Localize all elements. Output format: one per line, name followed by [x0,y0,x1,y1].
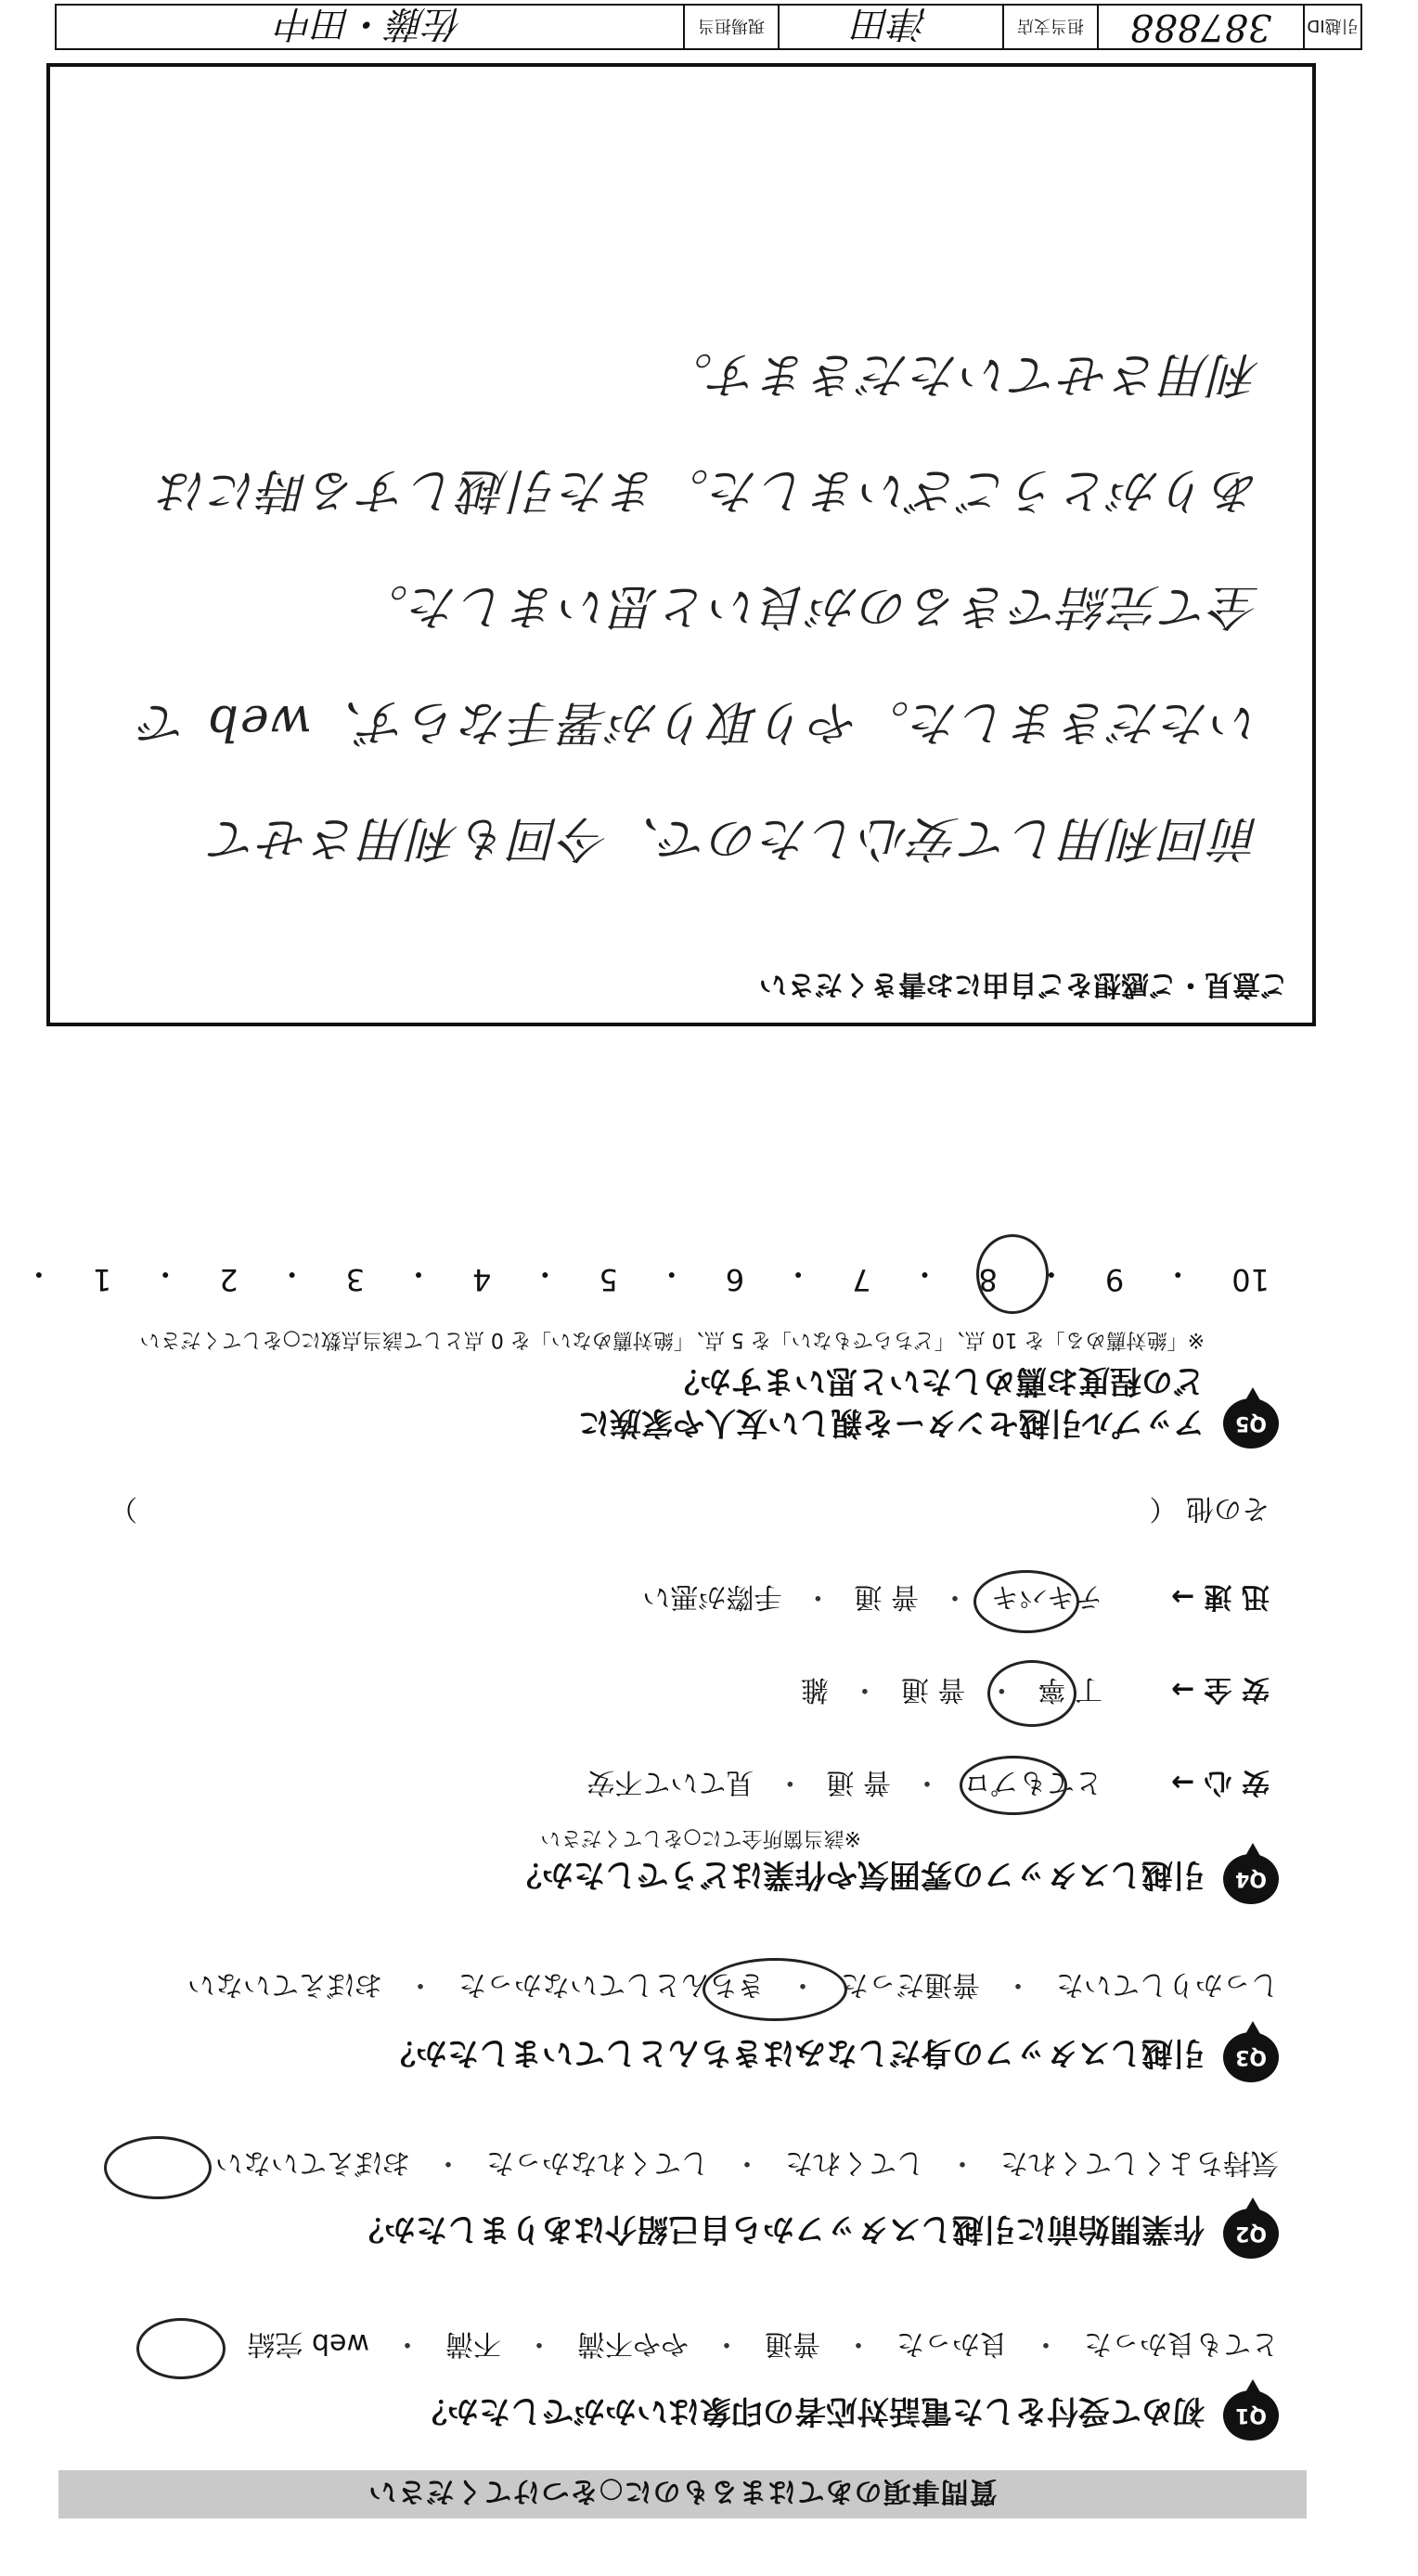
comment-line-1: 前回利用して安心したので、今回も利用させて [209,810,1260,866]
q4-other-close-paren: ） [110,1492,137,1525]
q5-score-10[interactable]: 10 [1231,1262,1270,1297]
q2-option-2[interactable]: してくれた [785,2146,924,2179]
q1-option-2[interactable]: 良かった [896,2327,1008,2360]
comment-box[interactable] [46,63,1316,1026]
branch-value: 津田 [778,6,1002,48]
q4-row3-option-1[interactable]: テキパキ [990,1580,1102,1613]
staff-label: 現場担当 [683,6,778,48]
q4-other-label: その他 （ [1149,1492,1270,1525]
q5-score-7[interactable]: 7 [852,1262,871,1297]
q5-score-5[interactable]: 5 [599,1262,618,1297]
q4-row1-option-1[interactable]: とてもプロ [962,1766,1102,1798]
q1-badge: Q1 [1223,2390,1279,2441]
q5-score-8[interactable]: 8 [978,1262,998,1297]
q5-score-4[interactable]: 4 [472,1262,492,1297]
q3-option-3[interactable]: きちんとしていなかった [458,1968,765,2001]
q3-options: しっかりしていた ・ 普通だった ・ きちんとしていなかった ・ おぼえていない [187,1967,1279,2008]
q1-option-1[interactable]: とても良かった [1084,2327,1279,2360]
comment-line-5: 利用させていただきます。 [663,346,1260,402]
q4-row3-option-3[interactable]: 手際が悪い [642,1580,782,1613]
q2-option-1[interactable]: 気持ちよくしてくれた [1000,2146,1279,2179]
move-id-label: 引越ID [1303,6,1360,48]
q2-options: 気持ちよくしてくれた ・ してくれた ・ してくれなかった ・ おぼえていない [215,2145,1279,2186]
q5-scale: 10 ・ 9 ・ 8 ・ 7 ・ 6 ・ 5 ・ 4 ・ 3 ・ 2 ・ 1 ・ [23,1256,1270,1297]
q5-score-2[interactable]: 2 [219,1262,238,1297]
q4-text: 引越しスタッフの雰囲気や作業はどうでしたか？ [510,1856,1205,1893]
q4-row-jinsoku: 迅 速 → テキパキ ・ 普 通 ・ 手際が悪い [642,1579,1270,1620]
branch-label: 担当支店 [1002,6,1097,48]
q5-score-6[interactable]: 6 [725,1262,745,1297]
q2-text: 作業開始前に引越しスタッフから自己紹介はありましたか？ [353,2210,1205,2248]
comment-line-2: いただきました。やり取りが署手ならず、web で [138,694,1260,750]
q1-options: とても良かった ・ 良かった ・ 普通 ・ やや不満 ・ 不満 ・ web 完結 [247,2326,1279,2367]
q2-badge: Q2 [1223,2209,1279,2259]
q1-option-5[interactable]: 不満 [445,2327,501,2360]
comment-line-3: 全て完結できるのが良いと思いました。 [357,578,1260,634]
q3-option-1[interactable]: しっかりしていた [1056,1968,1279,2001]
comment-heading: ご意見・ご感想をご自由にお書きください [759,968,1288,1000]
q3-option-2[interactable]: 普通だった [841,1968,980,2001]
q4-row2-circle [987,1660,1076,1727]
meta-table [55,4,1362,50]
instruction-banner: 質問事項のあてはまるものに○をつけてください [58,2470,1307,2518]
q4-row-anshin: 安 心 → とてもプロ ・ 普 通 ・ 見ていて不安 [587,1765,1270,1806]
q5-badge: Q5 [1223,1398,1279,1449]
q4-row2-option-2[interactable]: 普 通 [900,1673,966,1706]
q4-row1-option-3[interactable]: 見ていて不安 [587,1766,754,1798]
q4-other-close [110,1491,137,1532]
q5-score-9[interactable]: 9 [1104,1262,1125,1297]
q4-row-anzen: 安 全 → 丁 寧 ・ 普 通 ・ 雑 [801,1672,1270,1713]
q4-row1-option-2[interactable]: 普 通 [826,1766,891,1798]
q1-option-6[interactable]: web 完結 [247,2327,369,2360]
q5-text-line1: アップル引越センターを親しい友人や家族に [578,1404,1205,1441]
q5-note: ※「絶対薦める」を 10 点、「どちらでもない」を 5 点、「絶対薦めない」を 0 点として該当点数に○をしてください [139,1328,1205,1351]
q1-answer-circle [136,2318,226,2379]
q1-option-3[interactable]: 普通 [765,2327,820,2360]
q5-score-1[interactable]: 1 [92,1262,112,1297]
q4-row3-option-2[interactable]: 普 通 [854,1580,919,1613]
q4-row2-option-3[interactable]: 雑 [800,1673,829,1706]
q2-option-3[interactable]: してくれなかった [486,2146,709,2179]
comment-line-4: ありがとうございました。また引越しする時には [157,462,1260,518]
q4-row-label: 安 心 → [1170,1766,1270,1798]
q4-note: ※該当箇所全てに○をしてください [540,1826,861,1849]
q5-score-3[interactable]: 3 [345,1262,366,1297]
q4-row1-circle [960,1756,1067,1815]
q4-row3-circle [973,1570,1079,1633]
q3-answer-circle [703,1958,847,2021]
q5-answer-circle [976,1234,1049,1314]
q4-row2-option-1[interactable]: 丁 寧 [1038,1673,1102,1706]
q3-text: 引越しスタッフの身だしなみはきちんとしていましたか？ [384,2034,1205,2071]
staff-value: 佐藤・田中 [277,2,463,45]
q4-badge: Q4 [1223,1854,1279,1904]
q3-badge: Q3 [1223,2032,1279,2082]
q5-text-line2: どの程度お薦めしたいと思いますか？ [668,1362,1205,1399]
q3-option-4[interactable]: おぼえていない [187,1968,382,2001]
q4-row-label: 安 全 → [1170,1673,1270,1706]
q4-row-label: 迅 速 → [1170,1580,1270,1613]
move-id-value: 387888 [1097,6,1303,48]
q2-option-4[interactable]: おぼえていない [215,2146,410,2179]
q4-other [1149,1491,1270,1532]
q2-answer-circle [104,2136,212,2199]
q1-option-4[interactable]: やや不満 [577,2327,689,2360]
q1-text: 初めて受付をした電話対応者の印象はいかがでしたか？ [416,2392,1205,2429]
